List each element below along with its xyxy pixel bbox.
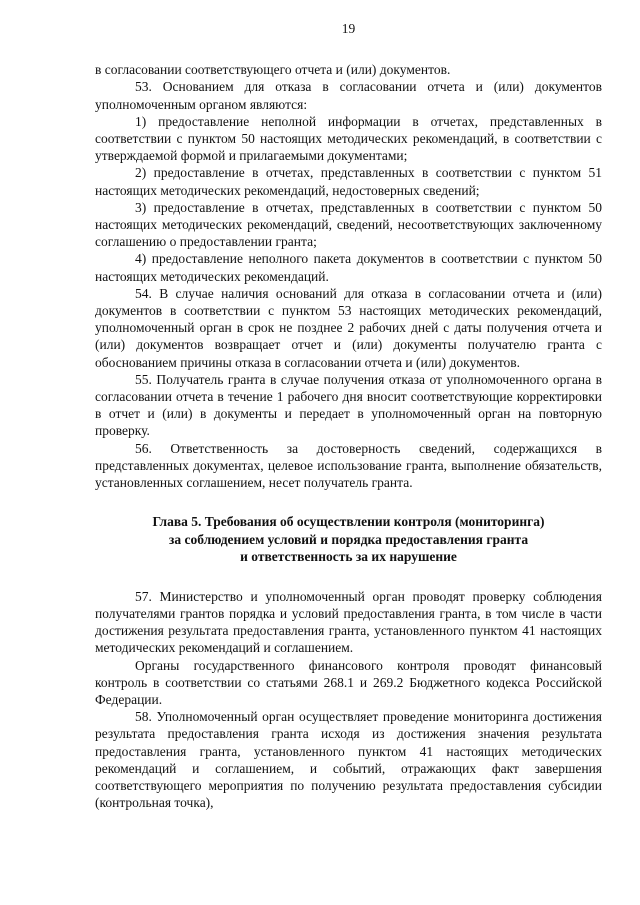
chapter-heading-line: Глава 5. Требования об осуществлении контроля (мониторинга) — [152, 514, 545, 530]
paragraph: Органы государственного финансового контроля проводят финансовый контроль в соответствии со статьями 268.1 и 269.2 Бюджетного кодекса Российской Федерации. — [95, 657, 602, 707]
paragraph: 58. Уполномоченный орган осуществляет проведение мониторинга достижения результата предоставления гранта исходя из достижения значения результата предоставления гранта, установленного пунктом 41 настоящих методических рекомендаций и соглашением, и событий, отражающих факт завершения соответствующего мероприятия по получению результата предоставления субсидии (контрольная точка), — [95, 709, 602, 811]
paragraph: 55. Получатель гранта в случае получения отказа от уполномоченного органа в согласовании отчета в течение 1 рабочего дня вносит соответствующие корректировки в отчет и (или) в документы и передает в уполномоченный орган на повторную проверку. — [95, 371, 602, 439]
paragraph: 1) предоставление неполной информации в отчетах, представленных в соответствии с пунктом 50 настоящих методических рекомендаций, в соответствии с утверждаемой формой и прилагаемыми документами; — [95, 113, 602, 164]
page-number: 19 — [341, 21, 356, 36]
paragraph: 53. Основанием для отказа в согласовании отчета и (или) документов уполномоченным органом являются: — [95, 79, 602, 112]
paragraph: 4) предоставление неполного пакета документов в соответствии с пунктом 50 настоящих методических рекомендаций. — [95, 251, 602, 284]
paragraphs-top — [95, 61, 602, 491]
paragraph: 54. В случае наличия оснований для отказа в согласовании отчета и (или) документов в соответствии с пунктом 53 настоящих методических рекомендаций, уполномоченный орган в срок не позднее 2 рабочих дней с даты получения отчета и (или) документов возвращает отчет и (или) документы получателю гранта с обоснованием причины отказа в согласовании отчета и (или) документов. — [95, 285, 602, 370]
chapter-heading-line: и ответственность за их нарушение — [240, 549, 457, 565]
paragraph: 2) предоставление в отчетах, представленных в соответствии с пунктом 51 настоящих методических рекомендаций, недостоверных сведений; — [95, 165, 602, 198]
paragraph: в согласовании соответствующего отчета и (или) документов. — [95, 62, 451, 78]
chapter-heading — [95, 513, 602, 566]
paragraph: 3) предоставление в отчетах, представленных в соответствии с пунктом 50 настоящих методических рекомендаций, сведений, несоответствующих заключенному соглашению о предоставлении гранта; — [95, 199, 602, 250]
chapter-heading-line: за соблюдением условий и порядка предоставления гранта — [168, 531, 529, 547]
paragraph: 57. Министерство и уполномоченный орган проводят проверку соблюдения получателями грантов порядка и условий предоставления гранта, в том числе в части достижения результата предоставления гранта, установленного пунктом 41 настоящих методических рекомендаций и соглашением. — [95, 588, 602, 656]
paragraphs-bottom — [95, 588, 602, 812]
paragraph: 56. Ответственность за достоверность сведений, содержащихся в представленных документах, целевое использование гранта, выполнение обязательств, установленных соглашением, несет получатель гранта. — [95, 440, 602, 491]
